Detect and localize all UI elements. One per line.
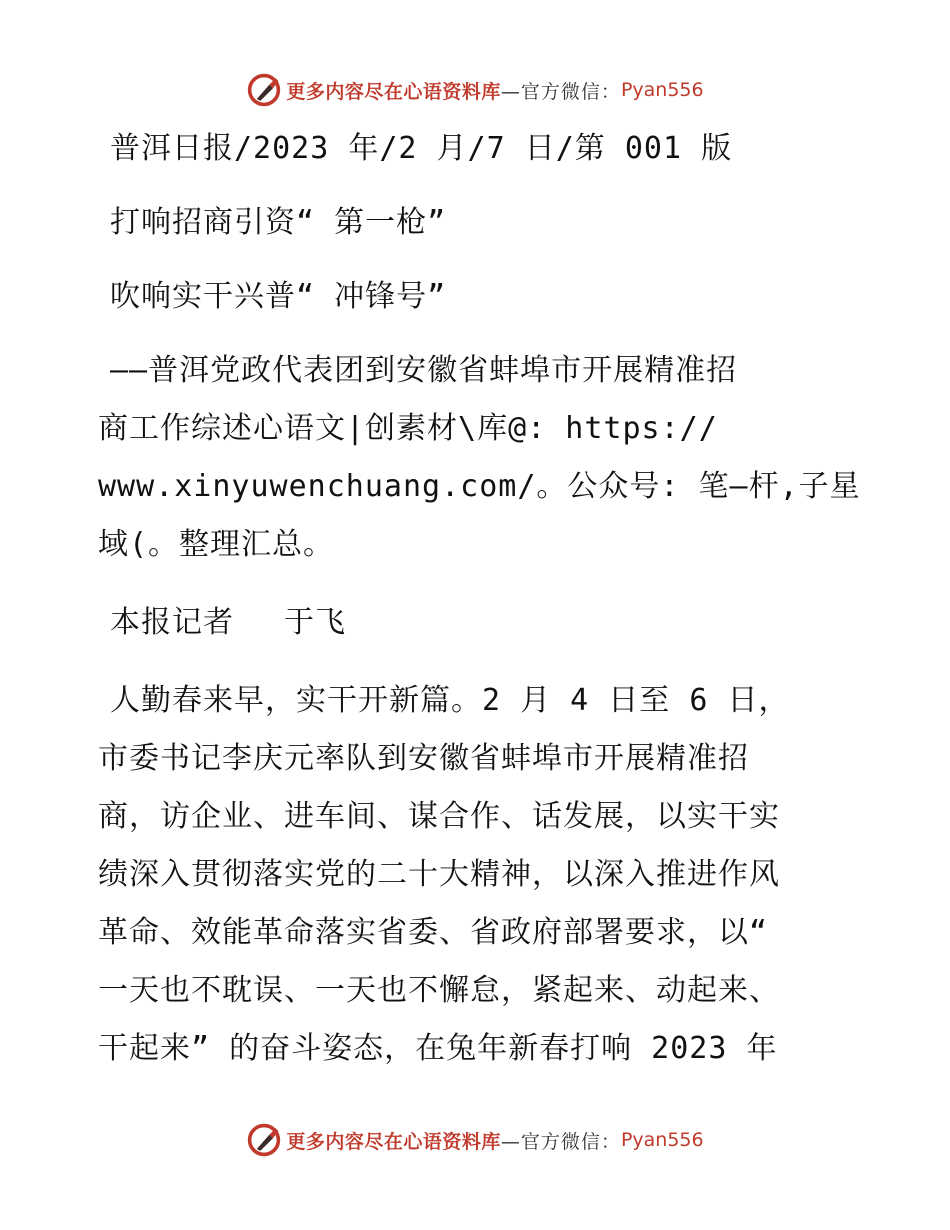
banner-main-text: 更多内容尽在心语资料库 (286, 1130, 501, 1153)
byline: 本报记者 于飞 (110, 605, 347, 640)
body-line: 人勤春来早，实干开新篇。2 月 4 日至 6 日， (110, 683, 790, 718)
body-line: 革命、效能革命落实省委、省政府部署要求，以“ (98, 915, 769, 950)
headline-2: 吹响实干兴普“ 冲锋号” (110, 279, 447, 314)
body-paragraph (98, 672, 858, 1078)
article-body (98, 120, 861, 1078)
footer-banner (0, 1120, 950, 1160)
body-line: 干起来” 的奋斗姿态，在兔年新春打响 2023 年 (98, 1031, 778, 1066)
subtitle-line: 域(。整理汇总。 (98, 527, 335, 562)
header-banner (0, 70, 950, 110)
headline-1: 打响招商引资“ 第一枪” (110, 205, 447, 240)
body-line: 市委书记李庆元率队到安徽省蚌埠市开展精准招 (98, 741, 749, 776)
body-line: 绩深入贯彻落实党的二十大精神，以深入推进作风 (98, 857, 780, 892)
pen-nib-logo-icon (246, 1122, 282, 1158)
banner-wechat-id: Pyan556 (620, 1129, 704, 1151)
body-line: 商，访企业、进车间、谋合作、话发展，以实干实 (98, 799, 780, 834)
banner-sub-text: —官方微信： (500, 1130, 621, 1153)
body-line: 一天也不耽误、一天也不懈怠，紧起来、动起来、 (98, 973, 780, 1008)
pen-nib-logo-icon (246, 72, 282, 108)
banner-wechat-id: Pyan556 (620, 79, 704, 101)
subtitle-line: 商工作综述心语文|创素材\库@: https:// (98, 411, 718, 446)
banner-sub-text: —官方微信： (500, 80, 621, 103)
subtitle-line: www.xinyuwenchuang.com/。公众号: 笔—杆,子星 (98, 469, 861, 504)
banner-main-text: 更多内容尽在心语资料库 (286, 80, 501, 103)
subtitle-line: ——普洱党政代表团到安徽省蚌埠市开展精准招 (110, 353, 738, 388)
subtitle-block (98, 342, 861, 574)
source-line: 普洱日报/2023 年/2 月/7 日/第 001 版 (110, 131, 733, 166)
